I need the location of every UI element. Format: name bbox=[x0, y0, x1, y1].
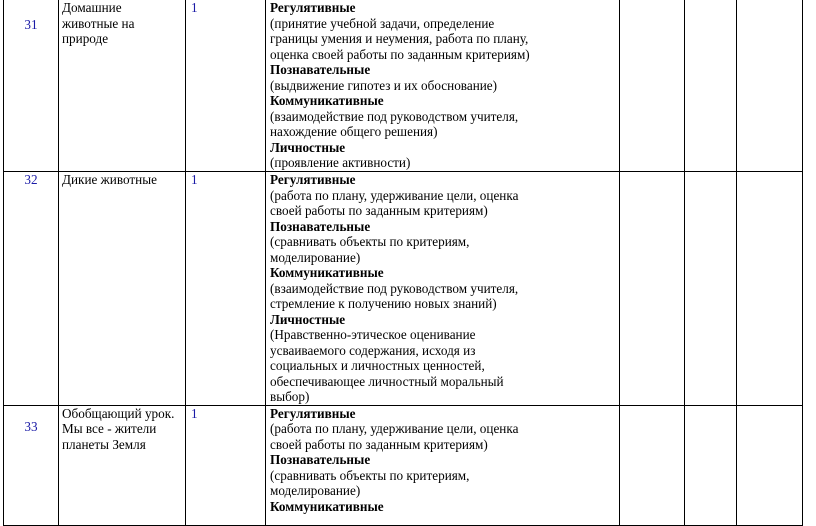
lesson-topic-cell bbox=[59, 172, 186, 406]
outcomes-cell bbox=[266, 172, 620, 406]
uud-cognitive bbox=[270, 62, 617, 93]
uud-text: своей работы по заданным критериям) bbox=[270, 203, 488, 218]
uud-title: Коммуникативные bbox=[270, 265, 384, 280]
table-row bbox=[4, 0, 803, 172]
lesson-number: 33 bbox=[24, 418, 38, 434]
empty-cell bbox=[620, 405, 685, 525]
topic-line: природе bbox=[62, 31, 109, 46]
empty-cell bbox=[620, 0, 685, 172]
uud-personal bbox=[270, 140, 617, 171]
uud-text: (работа по плану, удерживание цели, оценка bbox=[270, 421, 519, 436]
uud-text: нахождение общего решения) bbox=[270, 124, 438, 139]
uud-communicative bbox=[270, 499, 617, 515]
uud-text: границы умения и неумения, работа по плану, bbox=[270, 31, 529, 46]
uud-title: Коммуникативные bbox=[270, 93, 384, 108]
empty-cell bbox=[685, 405, 737, 525]
uud-regulatory bbox=[270, 406, 617, 453]
uud-text: выбор) bbox=[270, 389, 310, 404]
uud-cognitive bbox=[270, 219, 617, 266]
uud-text: (сравнивать объекты по критериям, bbox=[270, 467, 470, 483]
uud-title: Познавательные bbox=[270, 62, 371, 77]
uud-text: (Нравственно-этическое оценивание bbox=[270, 327, 476, 342]
uud-text: (выдвижение гипотез и их обоснование) bbox=[270, 77, 498, 93]
uud-regulatory bbox=[270, 172, 617, 219]
uud-text: стремление к получению новых знаний) bbox=[270, 296, 497, 311]
hours-value: 1 bbox=[191, 0, 198, 15]
uud-title: Личностные bbox=[270, 311, 346, 327]
outcomes-cell bbox=[266, 405, 620, 525]
uud-text: оценка своей работы по заданным критериям) bbox=[270, 46, 530, 62]
uud-text: моделирование) bbox=[270, 249, 361, 265]
uud-text: (сравнивать объекты по критериям, bbox=[270, 234, 470, 249]
uud-text: (работа по плану, удерживание цели, оценка bbox=[270, 187, 519, 203]
lesson-number: 32 bbox=[24, 172, 38, 187]
uud-title: Познавательные bbox=[270, 452, 371, 467]
hours-value: 1 bbox=[191, 172, 198, 187]
topic-line: Домашние bbox=[62, 0, 122, 15]
topic-line: Обобщающий урок. bbox=[62, 405, 175, 421]
topic-line: животные на bbox=[62, 15, 135, 31]
uud-text: (взаимодействие под руководством учителя, bbox=[270, 108, 519, 124]
uud-text: усваиваемого содержания, исходя из bbox=[270, 342, 476, 358]
lesson-topic-cell bbox=[59, 0, 186, 172]
hours-value: 1 bbox=[191, 405, 198, 421]
uud-text: обеспечивающее личностный моральный bbox=[270, 373, 504, 389]
hours-cell bbox=[186, 0, 266, 172]
topic-line: планеты Земля bbox=[62, 436, 146, 452]
uud-text: (взаимодействие под руководством учителя, bbox=[270, 280, 519, 296]
lesson-number-cell bbox=[4, 0, 59, 172]
empty-cell bbox=[620, 172, 685, 406]
uud-communicative bbox=[270, 265, 617, 312]
topic-line: Мы все - жители bbox=[62, 421, 157, 436]
empty-cell bbox=[737, 405, 803, 525]
uud-title: Регулятивные bbox=[270, 0, 356, 15]
uud-regulatory bbox=[270, 0, 617, 62]
table-row bbox=[4, 172, 803, 406]
uud-title: Личностные bbox=[270, 139, 346, 155]
lesson-number-cell bbox=[4, 405, 59, 525]
uud-title: Коммуникативные bbox=[270, 498, 384, 514]
uud-communicative bbox=[270, 93, 617, 140]
uud-personal bbox=[270, 312, 617, 405]
uud-text: социальных и личностных ценностей, bbox=[270, 358, 485, 373]
uud-cognitive bbox=[270, 452, 617, 499]
empty-cell bbox=[685, 172, 737, 406]
uud-text: моделирование) bbox=[270, 483, 361, 498]
hours-cell bbox=[186, 405, 266, 525]
uud-text: (принятие учебной задачи, определение bbox=[270, 15, 495, 31]
empty-cell bbox=[737, 172, 803, 406]
uud-title: Познавательные bbox=[270, 218, 371, 234]
topic-line: Дикие животные bbox=[62, 172, 157, 187]
uud-title: Регулятивные bbox=[270, 172, 356, 187]
table-row bbox=[4, 405, 803, 525]
lesson-number-cell bbox=[4, 172, 59, 406]
empty-cell bbox=[685, 0, 737, 172]
lesson-topic-cell bbox=[59, 405, 186, 525]
uud-title: Регулятивные bbox=[270, 405, 356, 421]
lesson-number: 31 bbox=[24, 17, 38, 32]
uud-text: (проявление активности) bbox=[270, 155, 411, 170]
empty-cell bbox=[737, 0, 803, 172]
uud-text: своей работы по заданным критериям) bbox=[270, 436, 488, 452]
lesson-plan-table bbox=[3, 0, 803, 526]
hours-cell bbox=[186, 172, 266, 406]
outcomes-cell bbox=[266, 0, 620, 172]
